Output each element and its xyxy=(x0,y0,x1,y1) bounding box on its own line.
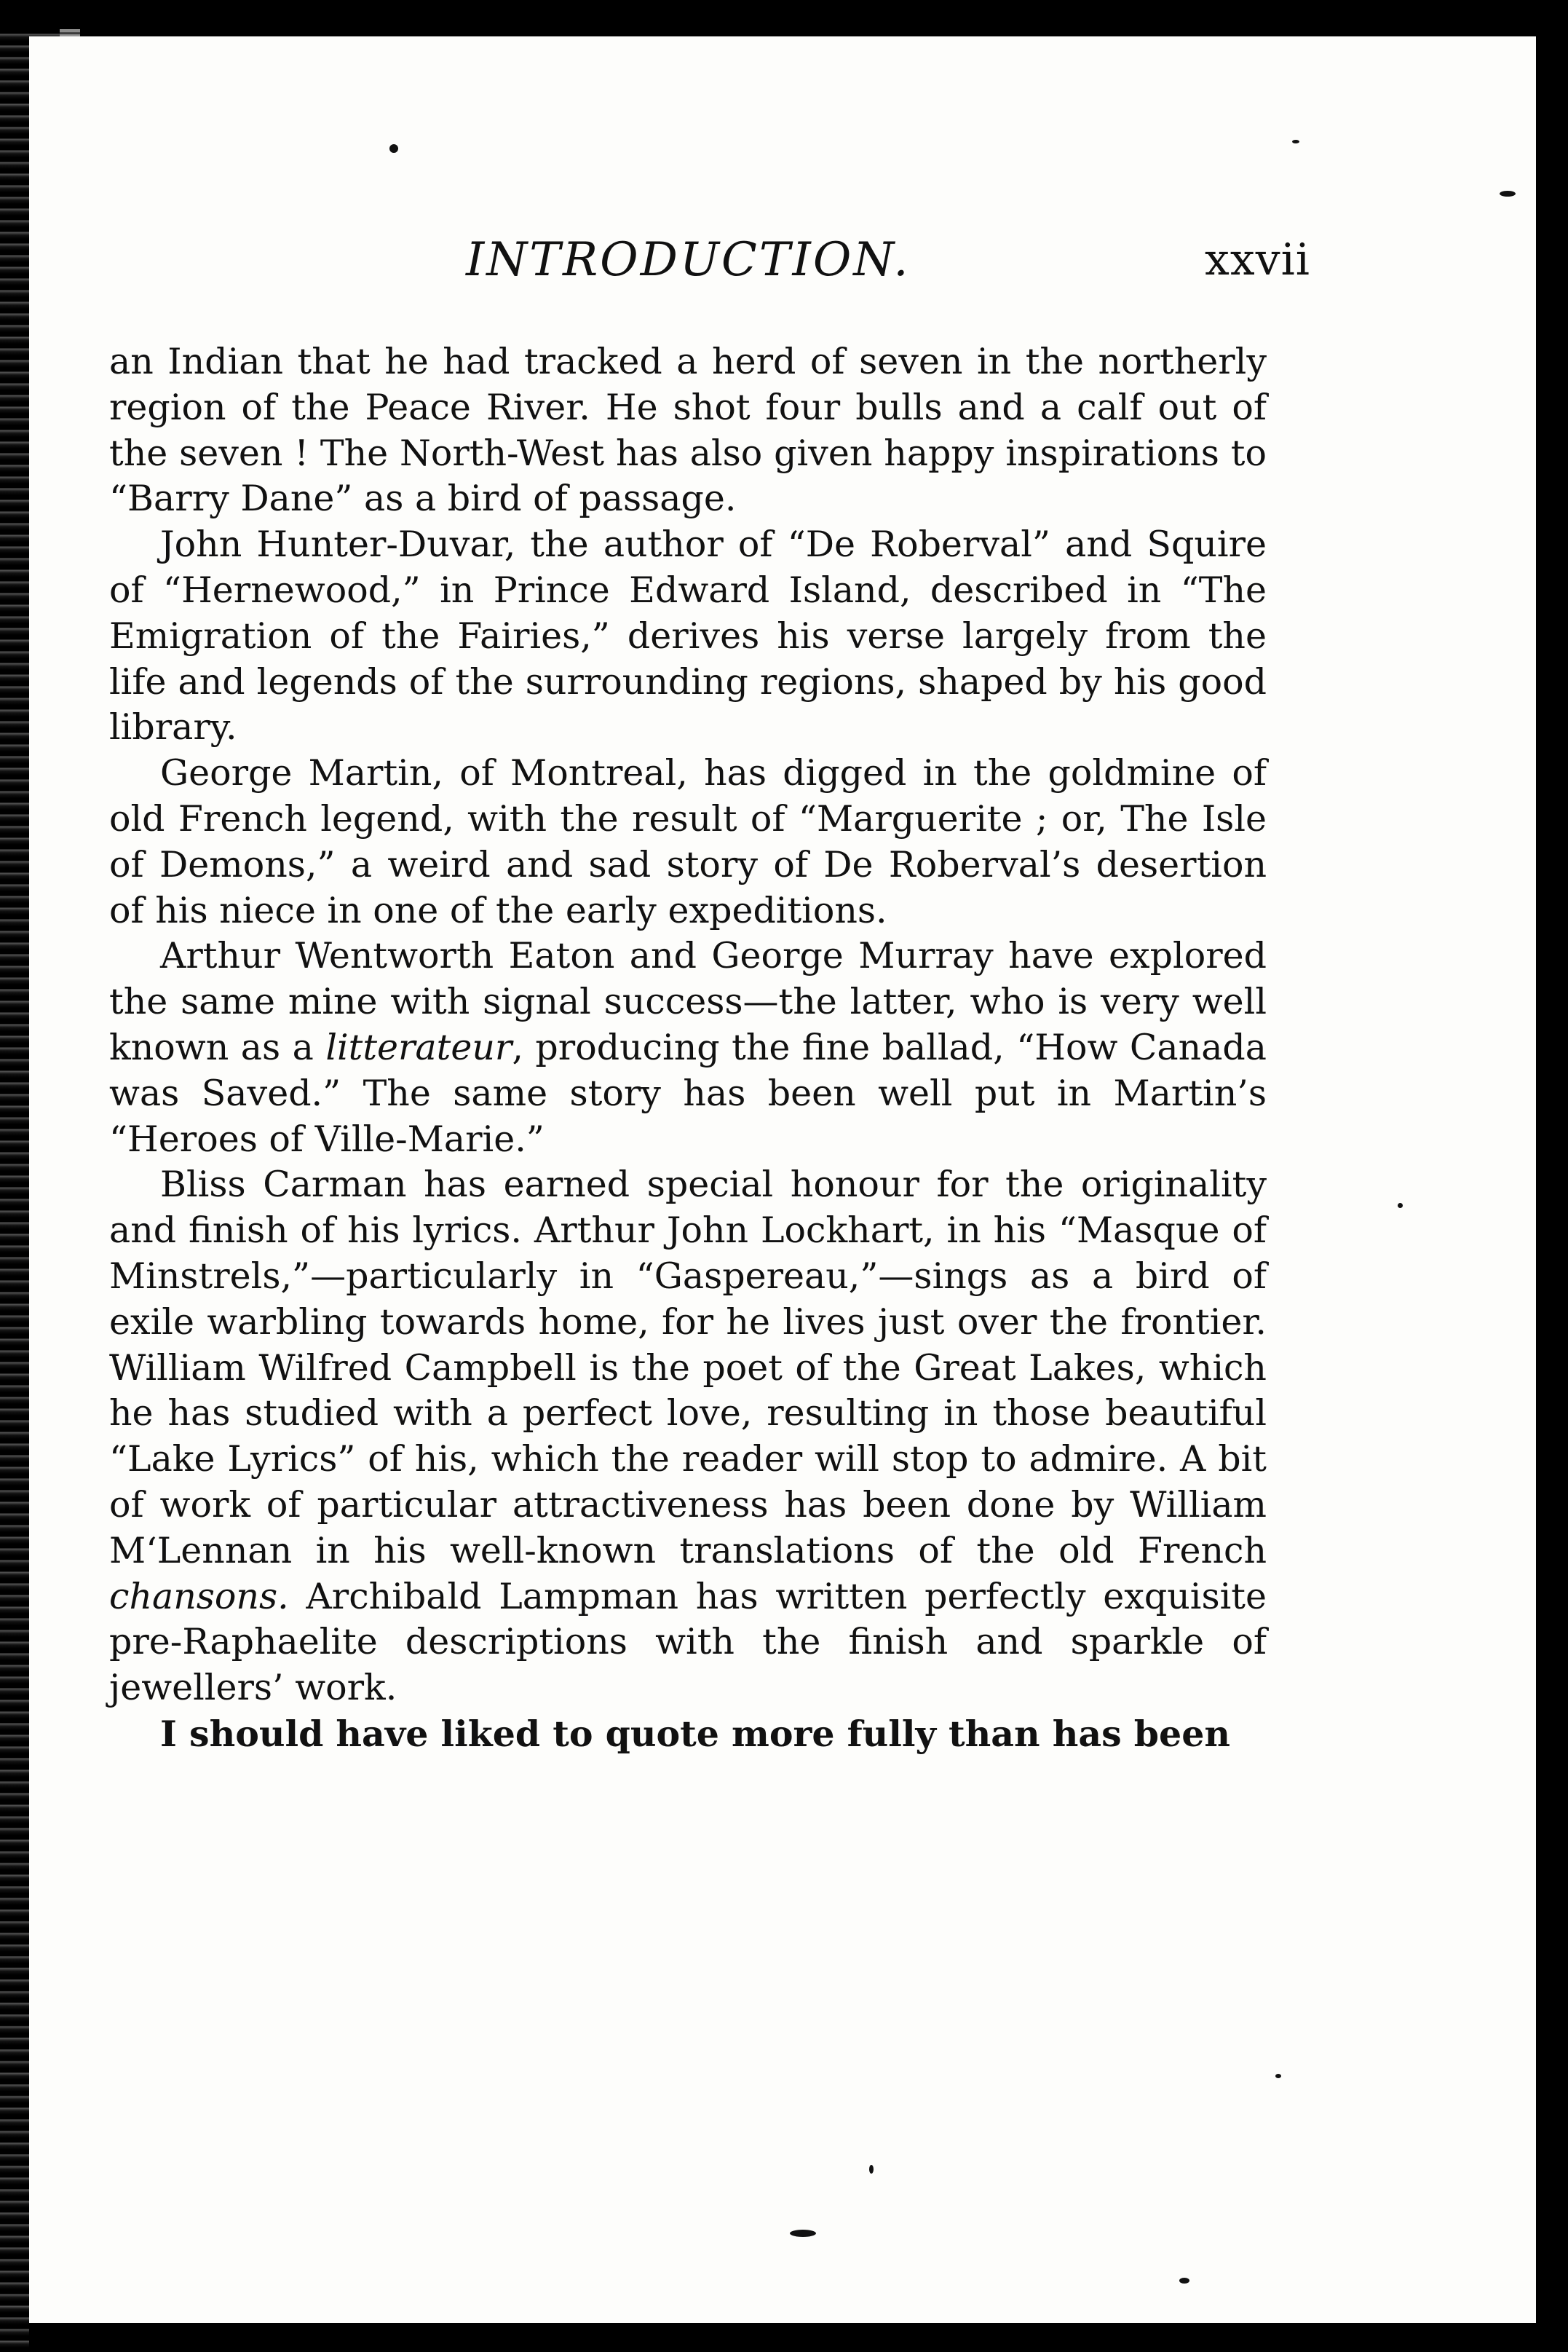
text-run: George Martin, of Montreal, has digged in the goldmine of old French legend, with the result of “Marguerite ; or, The Isle of Demons,” a weird and sad story of De Roberval’s desertion of his niece in one of the early expeditions. xyxy=(109,752,1267,931)
paragraph xyxy=(109,934,1267,1162)
page-number: xxvii xyxy=(1205,234,1310,285)
paragraph xyxy=(109,522,1267,751)
text-run: , producing the fine ballad, “How Canada was Saved.” The same story has been well put in Martin’s “Heroes of Ville-Marie.” xyxy=(109,1026,1267,1160)
paragraph xyxy=(109,1162,1267,1711)
print-speck xyxy=(1500,191,1516,197)
print-speck xyxy=(869,2165,874,2174)
running-title: INTRODUCTION. xyxy=(466,233,911,287)
paragraph xyxy=(109,1711,1267,1757)
print-speck xyxy=(790,2230,816,2237)
paragraph xyxy=(109,751,1267,934)
text-run: Bliss Carman has earned special honour for the originality and finish of his lyrics. Arthur John Lockhart, in his “Masque of Minstrels,”—particularly in “Gaspereau,”—sings as a bird of exile warbling towards home, for he lives just over the frontier. William Wilfred Campbell is the poet of the Great Lakes, which he has studied with a perfect love, resulting in those beautiful “Lake Lyrics” of his, which the reader will stop to admire. A bit of work of particular attractiveness has been done by William M‘Lennan in his well-known translations of the old French xyxy=(109,1164,1267,1571)
running-header xyxy=(466,233,1310,299)
page-bottom-edge xyxy=(29,2323,1568,2352)
text-run: an Indian that he had tracked a herd of seven in the northerly region of the Peace River. He shot four bulls and a calf out of the seven ! The North-West has also given happy inspirations to “Barry Dane” as a bird of passage. xyxy=(109,341,1267,520)
print-speck xyxy=(389,144,398,153)
text-run: John Hunter-Duvar, the author of “De Roberval” and Squire of “Hernewood,” in Prince Edward Island, described in “The Emigration of the Fairies,” derives his verse largely from the life and legends of the surrounding regions, shaped by his good library. xyxy=(109,524,1267,749)
print-speck xyxy=(1398,1203,1403,1208)
print-speck xyxy=(1179,2278,1189,2284)
text-run: Archibald Lampman has written perfectly exquisite pre-Raphaelite descriptions with the finish and sparkle of jewellers’ work. xyxy=(109,1575,1267,1709)
text-run: I should have liked to quote more fully than has been xyxy=(160,1712,1230,1755)
print-speck xyxy=(1292,140,1299,143)
body-text xyxy=(109,339,1267,1757)
text-run: Arthur Wentworth Eaton and George Murray have explored the same mine with signal success—the latter, who is very well known as a xyxy=(109,935,1267,1068)
print-speck xyxy=(1275,2074,1281,2078)
paragraph xyxy=(109,339,1267,522)
italic-text: chansons. xyxy=(109,1575,289,1617)
italic-text: litterateur xyxy=(325,1026,512,1068)
